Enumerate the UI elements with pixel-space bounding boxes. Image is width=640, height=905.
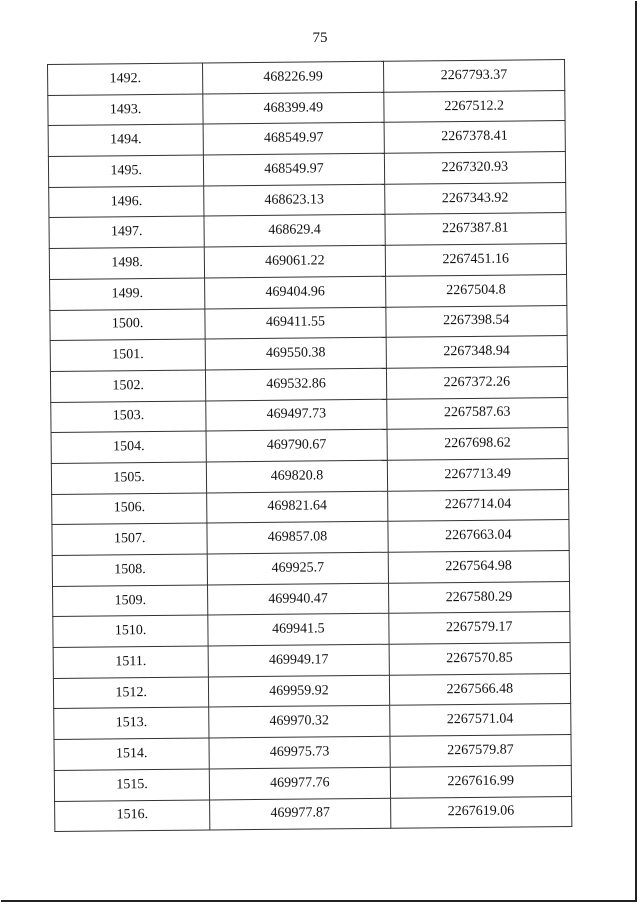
y-coordinate-cell: 2267714.04: [387, 489, 569, 521]
x-coordinate-cell: 469411.55: [205, 307, 386, 339]
table-row: [52, 489, 569, 525]
y-coordinate-cell: 2267387.81: [385, 213, 567, 245]
point-number-cell: 1512.: [53, 677, 209, 709]
y-coordinate-cell: 2267320.93: [384, 152, 566, 184]
point-number-cell: 1499.: [50, 278, 206, 310]
x-coordinate-cell: 469497.73: [206, 399, 387, 431]
point-number-cell: 1504.: [51, 431, 207, 463]
x-coordinate-cell: 469959.92: [209, 675, 390, 707]
table-row: [50, 336, 567, 372]
x-coordinate-cell: 469790.67: [206, 430, 387, 462]
table-row: [51, 428, 568, 464]
point-number-cell: 1493.: [48, 94, 204, 126]
table-row: [48, 152, 565, 188]
x-coordinate-cell: 468623.13: [204, 184, 385, 216]
table-row: [49, 182, 566, 218]
point-number-cell: 1508.: [52, 554, 208, 586]
x-coordinate-cell: 469977.87: [210, 798, 391, 830]
table-row: [50, 305, 567, 341]
x-coordinate-cell: 469550.38: [205, 337, 386, 369]
x-coordinate-cell: 469977.76: [210, 767, 391, 799]
y-coordinate-cell: 2267451.16: [385, 244, 567, 276]
table-row: [48, 60, 565, 96]
table-row: [51, 458, 568, 494]
point-number-cell: 1516.: [55, 799, 211, 831]
point-number-cell: 1505.: [51, 462, 207, 494]
page-number: 75: [312, 30, 328, 46]
point-number-cell: 1511.: [53, 646, 209, 678]
table-row: [55, 796, 572, 832]
table-row: [48, 90, 565, 126]
x-coordinate-cell: 469925.7: [208, 552, 389, 584]
y-coordinate-cell: 2267372.26: [386, 366, 568, 398]
table-row: [53, 612, 570, 648]
point-number-cell: 1501.: [50, 339, 206, 371]
y-coordinate-cell: 2267663.04: [388, 520, 570, 552]
table-row: [51, 397, 568, 433]
point-number-cell: 1506.: [52, 493, 208, 525]
y-coordinate-cell: 2267570.85: [389, 643, 571, 675]
table-row: [49, 244, 566, 280]
y-coordinate-cell: 2267343.92: [384, 182, 566, 214]
y-coordinate-cell: 2267587.63: [386, 397, 568, 429]
table-row: [52, 551, 569, 587]
point-number-cell: 1494.: [48, 124, 204, 156]
point-number-cell: 1492.: [48, 63, 204, 95]
point-number-cell: 1513.: [54, 707, 210, 739]
x-coordinate-cell: 469941.5: [208, 614, 389, 646]
y-coordinate-cell: 2267713.49: [387, 458, 569, 490]
table-row: [49, 213, 566, 249]
y-coordinate-cell: 2267378.41: [384, 121, 566, 153]
point-number-cell: 1510.: [53, 615, 209, 647]
y-coordinate-cell: 2267698.62: [387, 428, 569, 460]
point-number-cell: 1498.: [49, 247, 205, 279]
point-number-cell: 1503.: [51, 401, 207, 433]
coordinates-table-body: [48, 60, 572, 832]
table-row: [54, 704, 571, 740]
x-coordinate-cell: 468629.4: [204, 215, 385, 247]
point-number-cell: 1497.: [49, 216, 205, 248]
y-coordinate-cell: 2267619.06: [390, 796, 572, 828]
x-coordinate-cell: 469061.22: [205, 245, 386, 277]
y-coordinate-cell: 2267580.29: [388, 581, 570, 613]
y-coordinate-cell: 2267616.99: [390, 765, 572, 797]
point-number-cell: 1496.: [49, 186, 205, 218]
table-row: [53, 673, 570, 709]
table-row: [50, 366, 567, 402]
x-coordinate-cell: 469975.73: [209, 736, 390, 768]
table-row: [53, 643, 570, 679]
point-number-cell: 1500.: [50, 308, 206, 340]
y-coordinate-cell: 2267579.87: [390, 735, 572, 767]
point-number-cell: 1515.: [54, 769, 210, 801]
point-number-cell: 1495.: [48, 155, 204, 187]
x-coordinate-cell: 469857.08: [207, 522, 388, 554]
x-coordinate-cell: 468226.99: [203, 61, 384, 93]
x-coordinate-cell: 469949.17: [208, 644, 389, 676]
y-coordinate-cell: 2267564.98: [388, 551, 570, 583]
point-number-cell: 1502.: [50, 370, 206, 402]
x-coordinate-cell: 469820.8: [207, 460, 388, 492]
y-coordinate-cell: 2267579.17: [388, 612, 570, 644]
x-coordinate-cell: 468399.49: [203, 92, 384, 124]
y-coordinate-cell: 2267348.94: [386, 336, 568, 368]
y-coordinate-cell: 2267504.8: [385, 274, 567, 306]
coordinates-table: [47, 59, 572, 832]
y-coordinate-cell: 2267571.04: [389, 704, 571, 736]
table-row: [48, 121, 565, 157]
y-coordinate-cell: 2267512.2: [383, 90, 565, 122]
x-coordinate-cell: 468549.97: [204, 153, 385, 185]
table-row: [53, 581, 570, 617]
x-coordinate-cell: 469532.86: [206, 368, 387, 400]
table-row: [52, 520, 569, 556]
x-coordinate-cell: 469970.32: [209, 706, 390, 738]
point-number-cell: 1509.: [53, 585, 209, 617]
y-coordinate-cell: 2267566.48: [389, 673, 571, 705]
x-coordinate-cell: 468549.97: [203, 123, 384, 155]
table-row: [54, 735, 571, 771]
point-number-cell: 1507.: [52, 523, 208, 555]
y-coordinate-cell: 2267793.37: [383, 60, 565, 92]
x-coordinate-cell: 469940.47: [208, 583, 389, 615]
y-coordinate-cell: 2267398.54: [385, 305, 567, 337]
x-coordinate-cell: 469404.96: [205, 276, 386, 308]
x-coordinate-cell: 469821.64: [207, 491, 388, 523]
table-row: [54, 765, 571, 801]
table-row: [50, 274, 567, 310]
point-number-cell: 1514.: [54, 738, 210, 770]
